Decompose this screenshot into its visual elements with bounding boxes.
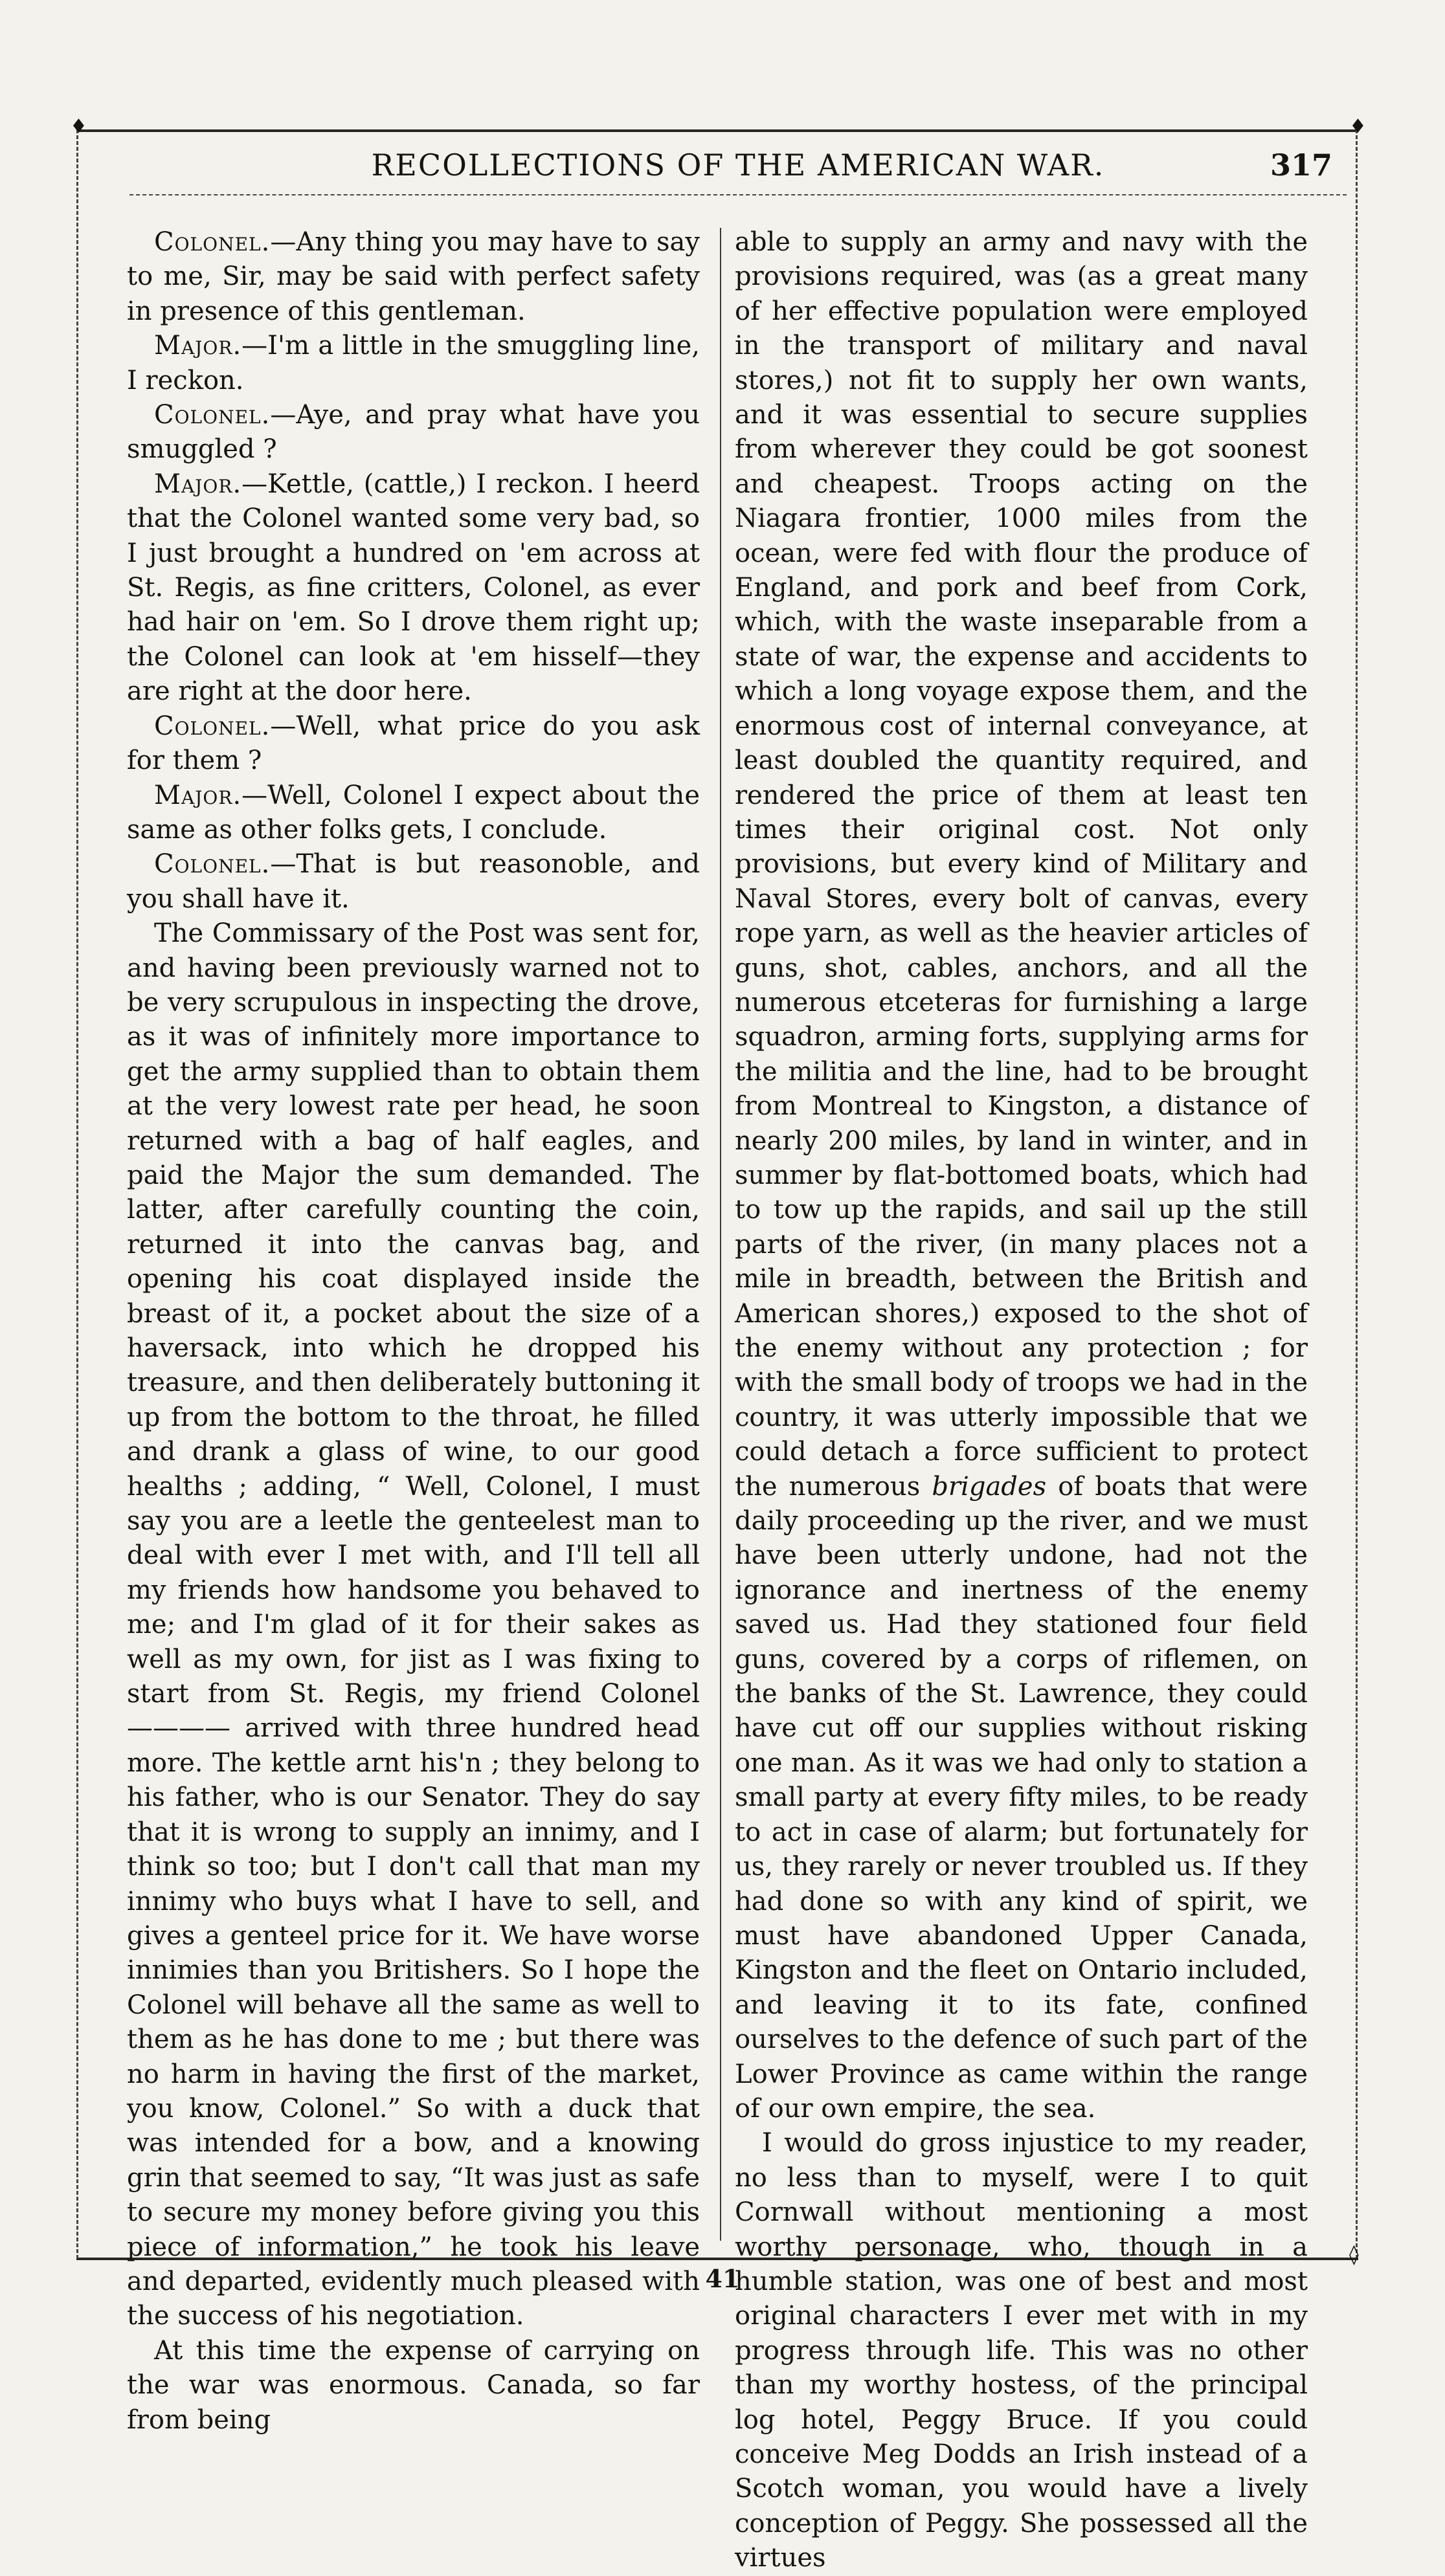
paragraph bbox=[127, 916, 700, 2334]
corner-ornament-icon: ♦ bbox=[1349, 115, 1367, 138]
paragraph-text: —Well, Colonel I expect about the same as other folks gets, I conclude. bbox=[127, 780, 700, 845]
paragraph-text: —Kettle, (cattle,) I reckon. I heerd that the Colonel wanted some very bad, so I just brought a hundred on 'em across at St. Regis, as fine critters, Colonel, as ever had hair on 'em. So I drove them right up; the Colonel can look at 'em hisself—they are right at the door here. bbox=[127, 469, 700, 707]
paragraph-text: —That is but reasonoble, and you shall have it. bbox=[127, 849, 700, 914]
speaker-label: Colonel. bbox=[154, 711, 271, 741]
top-border-rule bbox=[76, 129, 1358, 132]
speaker-label: Major. bbox=[154, 331, 242, 361]
paragraph bbox=[127, 847, 700, 916]
header-underline-rule bbox=[129, 194, 1347, 195]
paragraph bbox=[127, 2334, 700, 2437]
paragraph-text: —Aye, and pray what have you smuggled ? bbox=[127, 400, 700, 465]
speaker-label: Colonel. bbox=[154, 400, 271, 430]
paragraph-text: —Any thing you may have to say to me, Sir, may be said with perfect safety in presence of this gentleman. bbox=[127, 227, 700, 326]
signature-folio: 41 bbox=[705, 2264, 740, 2293]
paragraph-text: The Commissary of the Post was sent for, and having been previously warned not to be very scrupulous in inspecting the drove, as it was of infinitely more importance to get the army supplied than to obtain them at the very lowest rate per head, he soon returned with a bag of half eagles, and paid the Major the sum demanded. The latter, after carefully counting the coin, returned it into the canvas bag, and opening his coat displayed inside the breast of it, a pocket about the size of a haversack, into which he dropped his treasure, and then deliberately buttoning it up from the bottom to the throat, he filled and drank a glass of wine, to our good healths ; adding, “ Well, Colonel, I must say you are a leetle the genteelest man to deal with ever I met with, and I'll tell all my friends how handsome you behaved to me; and I'm glad of it for their sakes as well as my own, for jist as I was fixing to start from St. Regis, my friend Colonel———— arrived with three hundred head more. The kettle arnt his'n ; they belong to his father, who is our Senator. They do say that it is wrong to supply an innimy, and I think so too; but I don't call that man my innimy who buys what I have to sell, and gives a genteel price for it. We have worse innimies than you Britishers. So I hope the Colonel will behave all the same as well to them as he has done to me ; but there was no harm in having the first of the market, you know, Colonel.” So with a duck that was intended for a bow, and a knowing grin that seemed to say, “It was just as safe to secure my money before giving you this piece of information,” he took his leave and departed, evidently much pleased with the success of his negotiation. bbox=[127, 918, 700, 2331]
paragraph-text: —Well, what price do you ask for them ? bbox=[127, 711, 700, 776]
left-column bbox=[127, 225, 700, 2435]
speaker-label: Colonel. bbox=[154, 849, 271, 880]
paragraph bbox=[735, 2126, 1308, 2575]
corner-ornament-icon: ◊ bbox=[1349, 2243, 1359, 2266]
corner-ornament-icon: ♦ bbox=[70, 115, 87, 138]
speaker-label: Major. bbox=[154, 469, 242, 499]
left-border-rule bbox=[76, 129, 78, 2259]
paragraph bbox=[735, 225, 1308, 2126]
right-column bbox=[735, 225, 1308, 2573]
paragraph bbox=[127, 329, 700, 398]
paragraph bbox=[127, 398, 700, 467]
paragraph-text: able to supply an army and navy with the provisions required, was (as a great many of her effective population were employed in the transport of military and naval stores,) not fit to supply her own wants, and it was essential to secure supplies from wherever they could be got soonest and cheapest. Troops acting on the Niagara frontier, 1000 miles from the ocean, were fed with flour the produce of England, and pork and beef from Cork, which, with the waste inseparable from a state of war, the expense and accidents to which a long voyage expose them, and the enormous cost of internal conveyance, at least doubled the quantity required, and rendered the price of them at least ten times their original cost. Not only provisions, but every kind of Military and Naval Stores, every bolt of canvas, every rope yarn, as well as the heavier articles of guns, shot, cables, anchors, and all the numerous etceteras for furnishing a large squadron, arming forts, supplying arms for the militia and the line, had to be brought from Montreal to Kingston, a distance of nearly 200 miles, by land in winter, and in summer by flat-bottomed boats, which had to tow up the rapids, and sail up the still parts of the river, (in many places not a mile in breadth, between the British and American shores,) exposed to the shot of the enemy without any protection ; for with the small body of troops we had in the country, it was utterly impossible that we could detach a force sufficient to protect the numerous bbox=[735, 227, 1308, 1502]
paragraph-text: At this time the expense of carrying on the war was enormous. Canada, so far from being bbox=[127, 2335, 700, 2435]
column-divider bbox=[720, 228, 721, 2241]
speaker-label: Major. bbox=[154, 780, 242, 810]
speaker-label: Colonel. bbox=[154, 227, 271, 257]
running-title: RECOLLECTIONS OF THE AMERICAN WAR. bbox=[371, 148, 1105, 183]
paragraph-text: of boats that were daily proceeding up the river, and we must have been utterly undone, had not the ignorance and inertness of the enemy saved us. Had they stationed four field guns, covered by a corps of riflemen, on the banks of the St. Lawrence, they could have cut off our supplies without risking one man. As it was we had only to station a small party at every fifty miles, to be ready to act in case of alarm; but fortunately for us, they rarely or never troubled us. If they had done so with any kind of spirit, we must have abandoned Upper Canada, Kingston and the fleet on Ontario included, and leaving it to its fate, confined ourselves to the defence of such part of the Lower Province as came within the range of our own empire, the sea. bbox=[735, 1471, 1308, 2124]
paragraph-text: —I'm a little in the smuggling line, I reckon. bbox=[127, 331, 700, 395]
paragraph bbox=[127, 225, 700, 329]
paragraph bbox=[127, 709, 700, 779]
paragraph bbox=[127, 779, 700, 848]
page-number: 317 bbox=[1270, 148, 1332, 183]
right-border-rule bbox=[1356, 129, 1358, 2259]
italic-term: brigades bbox=[932, 1471, 1047, 1502]
paragraph-text: I would do gross injustice to my reader, no less than to myself, were I to quit Cornwall without mentioning a most worthy personage, who, though in a humble station, was one of best and most original characters I ever met with in my progress through life. This was no other than my worthy hostess, of the principal log hotel, Peggy Bruce. If you could conceive Meg Dodds an Irish instead of a Scotch woman, you would have a lively conception of Peggy. She possessed all the virtues bbox=[735, 2128, 1308, 2573]
paragraph bbox=[127, 467, 700, 709]
running-header bbox=[129, 141, 1347, 189]
